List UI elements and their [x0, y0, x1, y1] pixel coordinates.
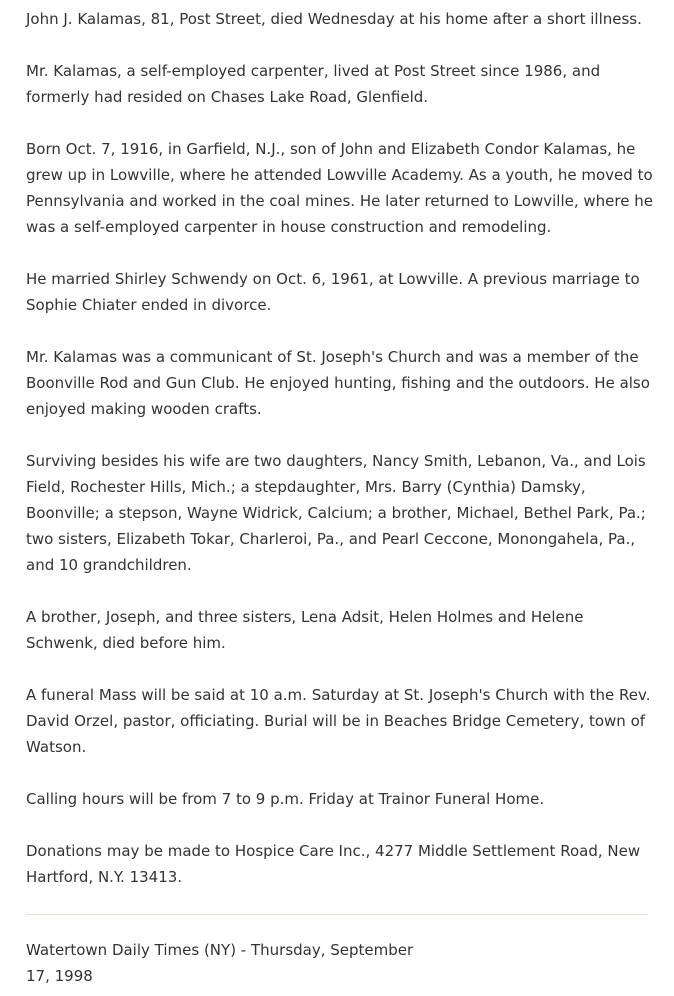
paragraph-residence: Mr. Kalamas, a self-employed carpenter, lived at Post Street since 1986, and formerly had resided on Chases Lake Road, Glenfield. [26, 62, 601, 106]
section-divider [26, 914, 648, 915]
source-citation: Watertown Daily Times (NY) - Thursday, September 17, 1998 [26, 941, 414, 985]
paragraph-predeceased: A brother, Joseph, and three sisters, Lena Adsit, Helen Holmes and Helene Schwenk, died before him. [26, 608, 584, 652]
paragraph-funeral-mass: A funeral Mass will be said at 10 a.m. Saturday at St. Joseph's Church with the Rev. David Orzel, pastor, officiating. Burial will be in Beaches Bridge Cemetery, town of Watson. [26, 686, 651, 756]
paragraph-calling-hours: Calling hours will be from 7 to 9 p.m. Friday at Trainor Funeral Home. [26, 790, 545, 808]
obituary-article [26, 6, 654, 916]
paragraph-death-notice: John J. Kalamas, 81, Post Street, died Wednesday at his home after a short illness. [26, 10, 642, 28]
paragraph-marriage: He married Shirley Schwendy on Oct. 6, 1961, at Lowville. A previous marriage to Sophie Chiater ended in divorce. [26, 270, 640, 314]
paragraph-biography: Born Oct. 7, 1916, in Garfield, N.J., son of John and Elizabeth Condor Kalamas, he grew up in Lowville, where he attended Lowville Academy. As a youth, he moved to Pennsylvania and worked in the coal mines. He later returned to Lowville, where he was a self-employed carpenter in house construction and remodeling. [26, 140, 653, 236]
paragraph-donations: Donations may be made to Hospice Care Inc., 4277 Middle Settlement Road, New Hartford, N.Y. 13413. [26, 842, 641, 886]
paragraph-survivors: Surviving besides his wife are two daughters, Nancy Smith, Lebanon, Va., and Lois Field, Rochester Hills, Mich.; a stepdaughter, Mrs. Barry (Cynthia) Damsky, Boonville; a stepson, Wayne Widrick, Calcium; a brother, Michael, Bethel Park, Pa.; two sisters, Elizabeth Tokar, Charleroi, Pa., and Pearl Ceccone, Monongahela, Pa., and 10 grandchildren. [26, 452, 646, 574]
paragraph-memberships: Mr. Kalamas was a communicant of St. Joseph's Church and was a member of the Boonville Rod and Gun Club. He enjoyed hunting, fishing and the outdoors. He also enjoyed making wooden crafts. [26, 348, 650, 418]
